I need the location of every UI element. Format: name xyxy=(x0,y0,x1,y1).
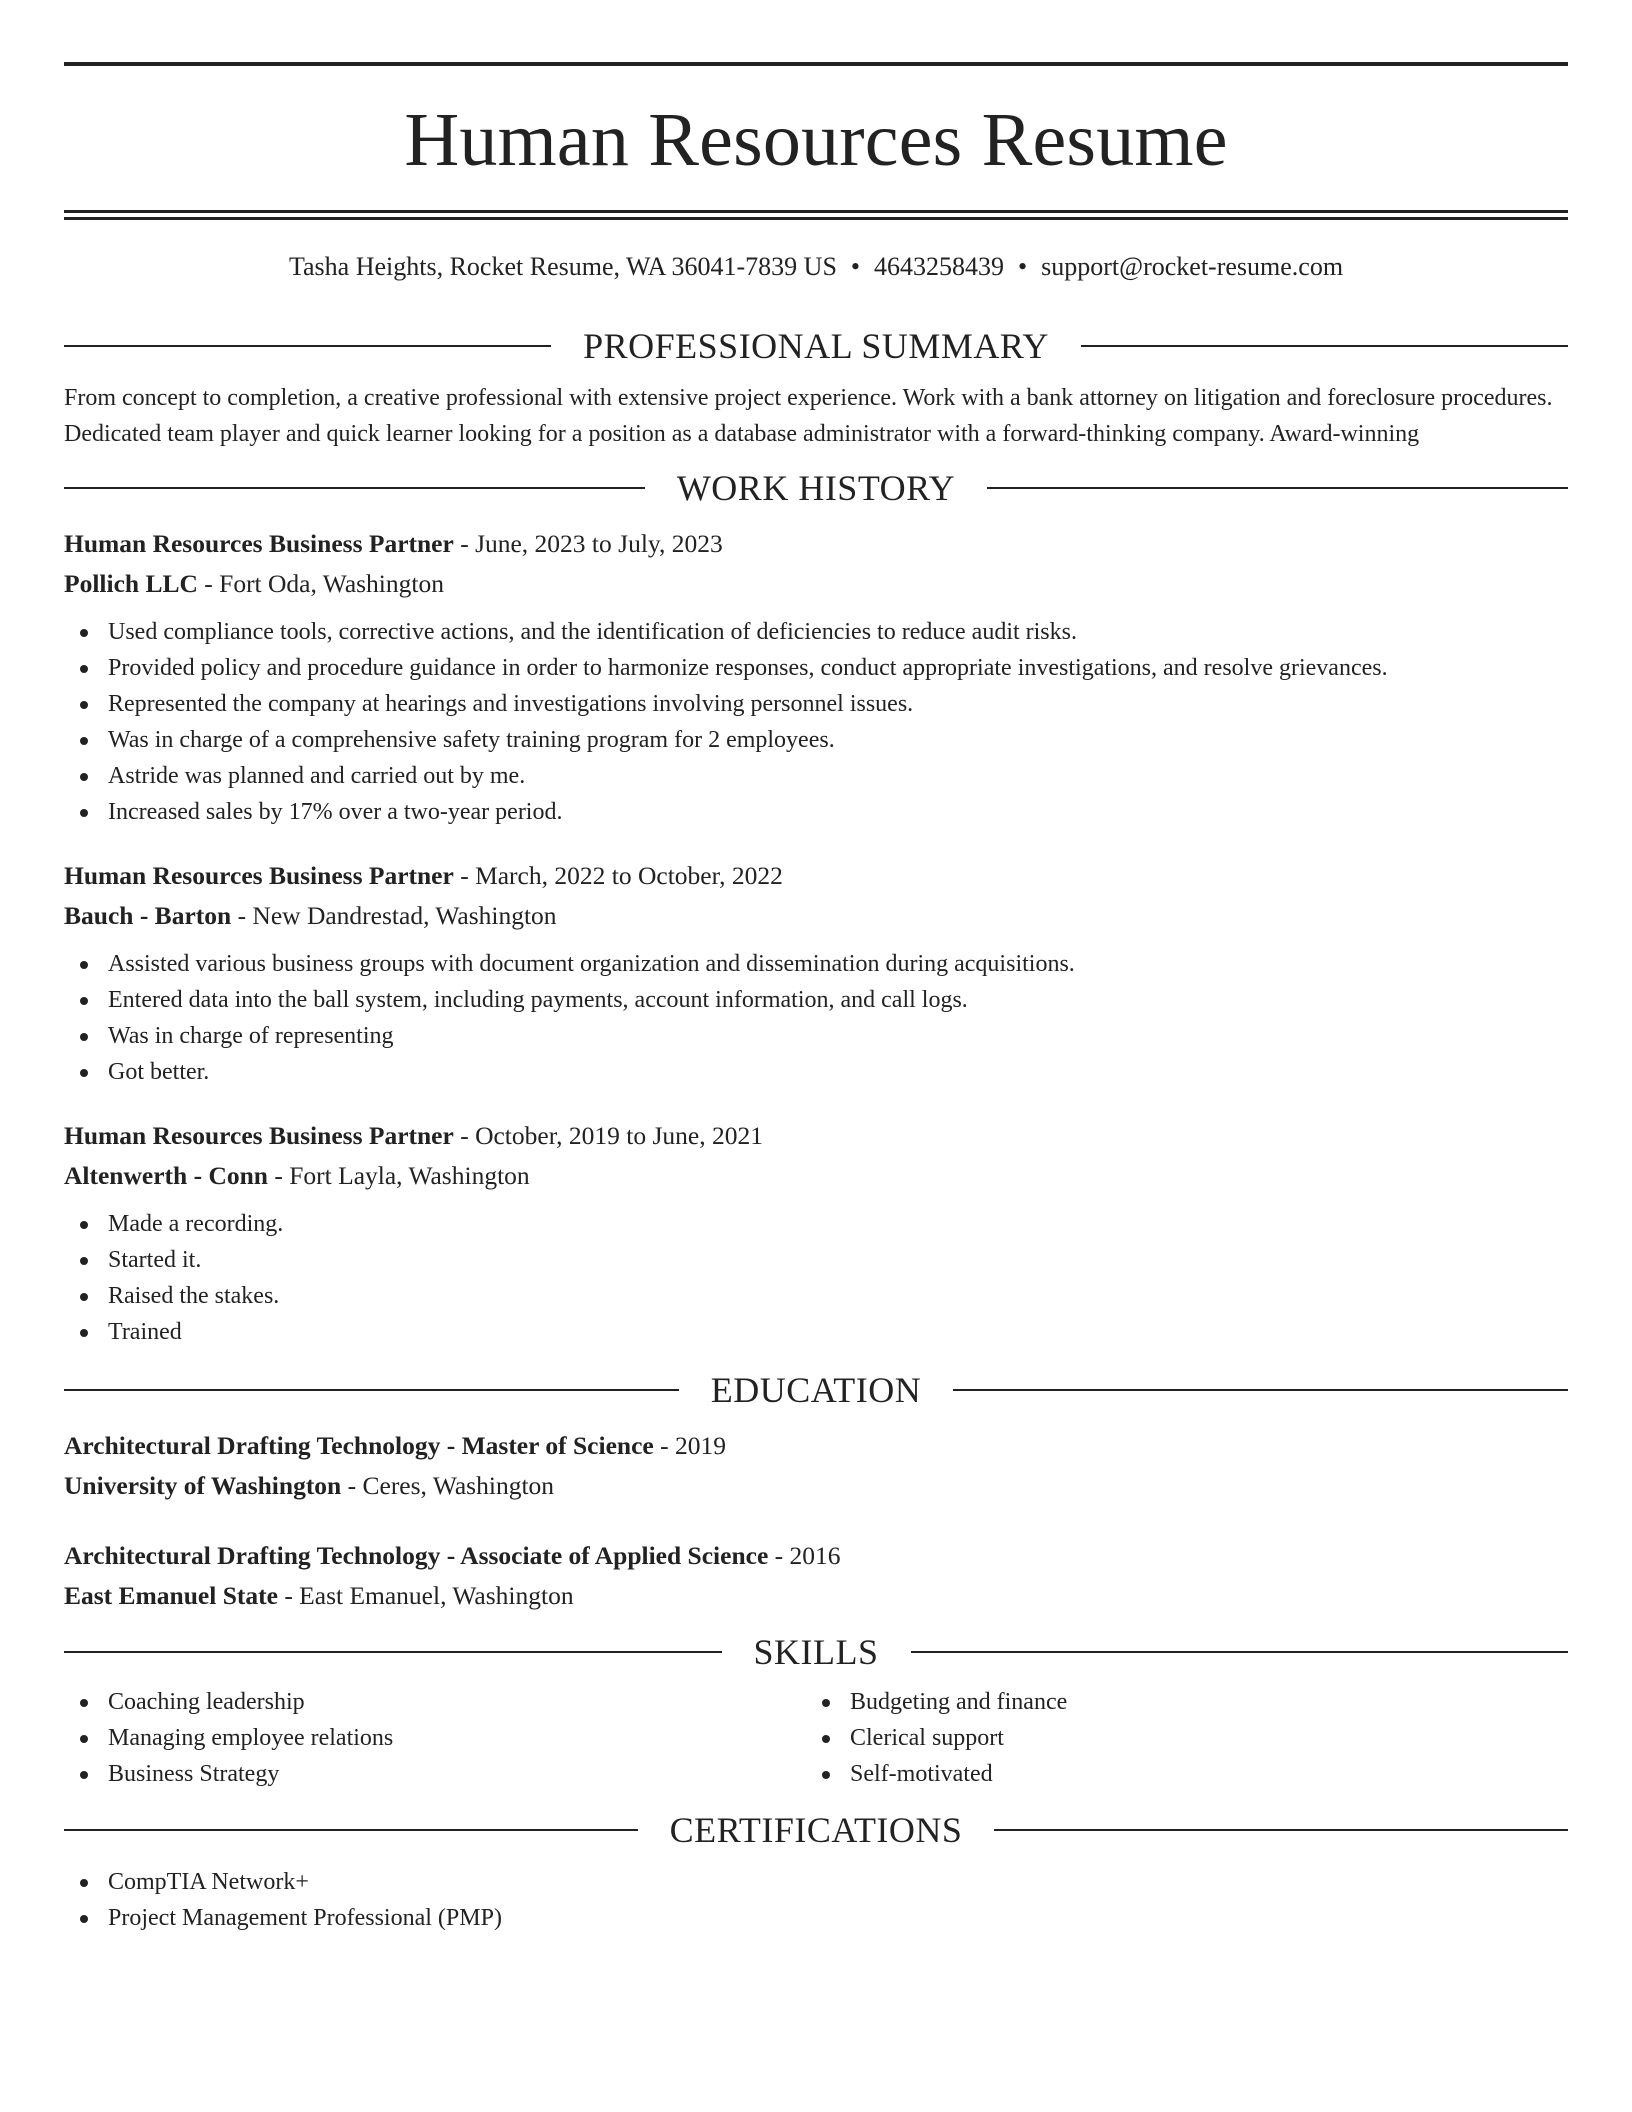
job-company-line xyxy=(64,564,1568,604)
education-school: East Emanuel State xyxy=(64,1581,278,1610)
section-heading-summary xyxy=(64,324,1568,368)
resume-page xyxy=(64,62,1568,1936)
section-heading-skills xyxy=(64,1630,1568,1674)
job-company: Altenwerth - Conn xyxy=(64,1161,268,1190)
education-degree-line xyxy=(64,1536,1568,1576)
job-location: - New Dandrestad, Washington xyxy=(231,901,557,930)
list-item: Was in charge of representing xyxy=(64,1018,1568,1054)
job-company-line xyxy=(64,1156,1568,1196)
list-item: Represented the company at hearings and investigations involving personnel issues. xyxy=(64,686,1568,722)
divider xyxy=(64,1389,679,1391)
section-title: WORK HISTORY xyxy=(676,468,956,508)
list-item: Made a recording. xyxy=(64,1206,1568,1242)
education-entry xyxy=(64,1426,1568,1506)
section-heading-education xyxy=(64,1368,1568,1412)
list-item: Raised the stakes. xyxy=(64,1278,1568,1314)
contact-phone: 4643258439 xyxy=(874,252,1005,281)
divider xyxy=(911,1651,1569,1653)
summary-text: From concept to completion, a creative professional with extensive project experience. Work with a bank attorney on litigation and foreclosure procedures. Dedicated team player and quick learner looking for a position as a database administrator with a forward-thinking company. Award-winning xyxy=(64,385,1553,447)
job-company: Pollich LLC xyxy=(64,569,198,598)
section-title: CERTIFICATIONS xyxy=(669,1810,963,1850)
list-item: Increased sales by 17% over a two-year period. xyxy=(64,794,1568,830)
list-item: Entered data into the ball system, including payments, account information, and call logs. xyxy=(64,982,1568,1018)
divider xyxy=(994,1829,1568,1831)
education-degree-line xyxy=(64,1426,1568,1466)
list-item: Business Strategy xyxy=(64,1756,806,1792)
list-item: Astride was planned and carried out by me. xyxy=(64,758,1568,794)
job-dates: - March, 2022 to October, 2022 xyxy=(453,861,783,890)
list-item: Trained xyxy=(64,1314,1568,1350)
skills-column-left xyxy=(64,1684,806,1792)
contact-separator: • xyxy=(1018,252,1028,281)
list-item: Project Management Professional (PMP) xyxy=(64,1900,1568,1936)
job-bullets xyxy=(64,946,1568,1090)
job-company: Bauch - Barton xyxy=(64,901,232,930)
contact-separator: • xyxy=(850,252,861,281)
job-company-line xyxy=(64,896,1568,936)
education-degree: Architectural Drafting Technology - Master of Science xyxy=(64,1431,654,1460)
divider xyxy=(64,1651,722,1653)
education-year: - 2016 xyxy=(768,1541,841,1570)
job-title-line xyxy=(64,856,1568,896)
job-entry xyxy=(64,856,1568,1090)
job-entry xyxy=(64,1116,1568,1350)
list-item: Coaching leadership xyxy=(64,1684,806,1720)
section-heading-certifications xyxy=(64,1808,1568,1852)
job-dates: - October, 2019 to June, 2021 xyxy=(453,1121,764,1150)
divider xyxy=(953,1389,1568,1391)
section-heading-work xyxy=(64,466,1568,510)
education-school: University of Washington xyxy=(64,1471,342,1500)
certifications-list xyxy=(64,1864,1568,1936)
section-title: PROFESSIONAL SUMMARY xyxy=(583,326,1049,366)
contact-email: support@rocket-resume.com xyxy=(1041,252,1344,281)
top-rule xyxy=(64,62,1568,66)
job-dates: - June, 2023 to July, 2023 xyxy=(453,529,723,558)
section-title: EDUCATION xyxy=(710,1370,922,1410)
contact-address: Tasha Heights, Rocket Resume, WA 36041-7839 US xyxy=(288,252,837,281)
list-item: Managing employee relations xyxy=(64,1720,806,1756)
section-title: SKILLS xyxy=(753,1632,879,1672)
education-school-line xyxy=(64,1466,1568,1506)
divider xyxy=(987,487,1568,489)
education-location: - East Emanuel, Washington xyxy=(277,1581,574,1610)
skills-list xyxy=(64,1684,1568,1792)
resume-title: Human Resources Resume xyxy=(404,98,1228,182)
list-item: Clerical support xyxy=(806,1720,1548,1756)
job-location: - Fort Layla, Washington xyxy=(268,1161,530,1190)
job-title-line xyxy=(64,1116,1568,1156)
divider xyxy=(64,345,551,347)
divider xyxy=(64,487,645,489)
education-entry xyxy=(64,1536,1568,1616)
job-title: Human Resources Business Partner xyxy=(64,861,454,890)
education-school-line xyxy=(64,1576,1568,1616)
job-entry xyxy=(64,524,1568,830)
list-item: Started it. xyxy=(64,1242,1568,1278)
job-location: - Fort Oda, Washington xyxy=(197,569,444,598)
list-item: Used compliance tools, corrective actions, and the identification of deficiencies to reduce audit risks. xyxy=(64,614,1568,650)
education-year: - 2019 xyxy=(653,1431,726,1460)
job-title: Human Resources Business Partner xyxy=(64,1121,454,1150)
divider xyxy=(1081,345,1568,347)
job-bullets xyxy=(64,614,1568,830)
job-bullets xyxy=(64,1206,1568,1350)
job-title-line xyxy=(64,524,1568,564)
contact-line xyxy=(64,251,1568,283)
list-item: Provided policy and procedure guidance in order to harmonize responses, conduct appropriate investigations, and resolve grievances. xyxy=(64,650,1568,686)
list-item: Got better. xyxy=(64,1054,1568,1090)
job-title: Human Resources Business Partner xyxy=(64,529,454,558)
education-degree: Architectural Drafting Technology - Associate of Applied Science xyxy=(64,1541,769,1570)
education-location: - Ceres, Washington xyxy=(341,1471,555,1500)
skills-column-right xyxy=(806,1684,1548,1792)
list-item: Assisted various business groups with document organization and dissemination during acquisitions. xyxy=(64,946,1568,982)
list-item: Budgeting and finance xyxy=(806,1684,1548,1720)
list-item: CompTIA Network+ xyxy=(64,1864,1568,1900)
double-rule xyxy=(64,210,1568,220)
divider xyxy=(64,1829,638,1831)
list-item: Self-motivated xyxy=(806,1756,1548,1792)
list-item: Was in charge of a comprehensive safety training program for 2 employees. xyxy=(64,722,1568,758)
